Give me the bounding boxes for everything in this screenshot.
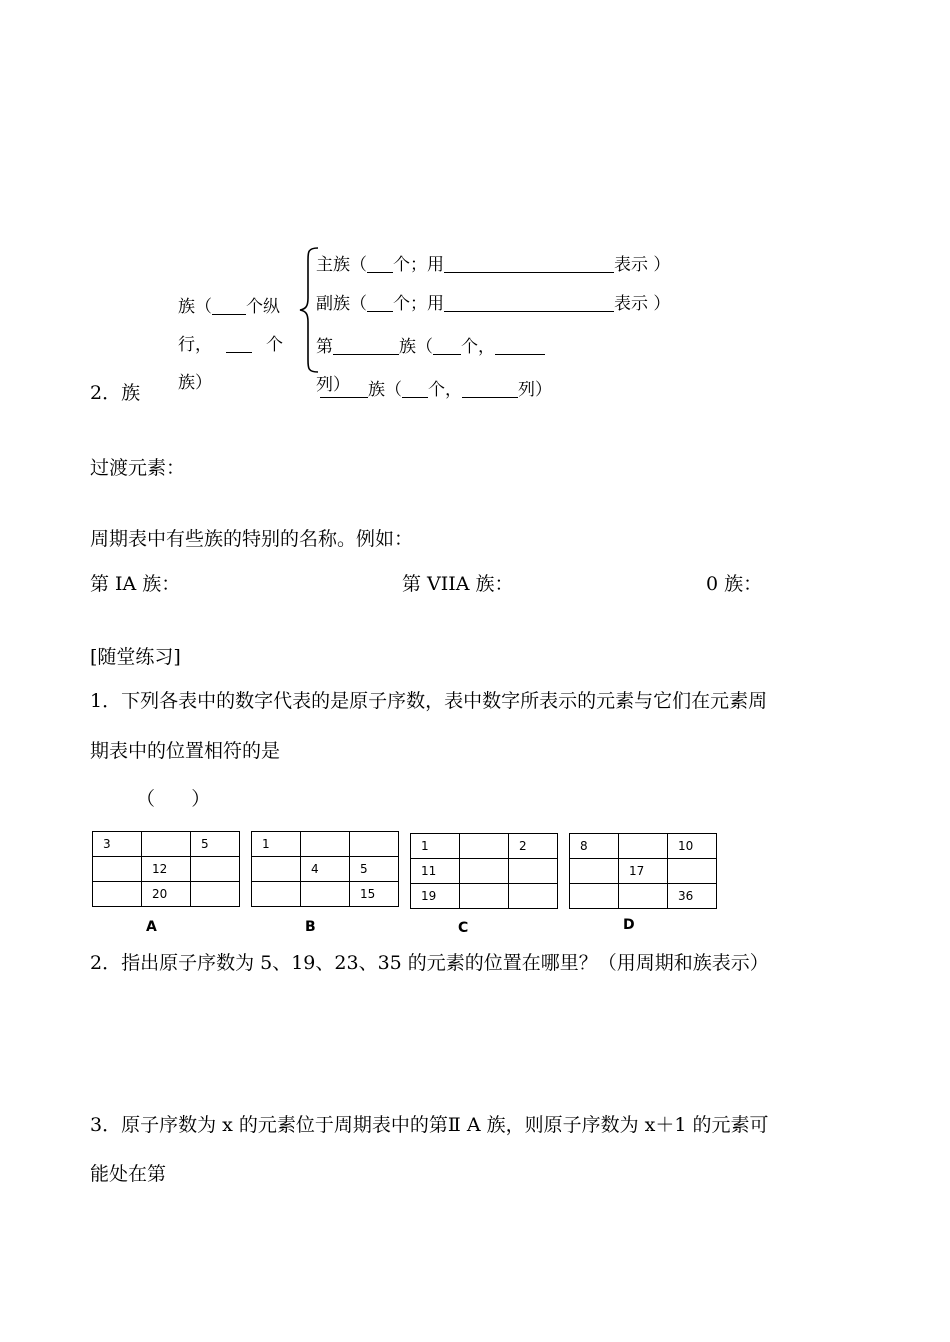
left-line-1 — [178, 292, 280, 317]
cell — [668, 859, 717, 884]
left-l2b: 个 — [266, 335, 283, 355]
answer-paren: （ ） — [136, 788, 211, 810]
viii-c: 个， — [461, 337, 495, 357]
main-c: 表示 ） — [614, 255, 671, 275]
group-zero-label: 0 族： — [706, 573, 763, 595]
cell — [93, 882, 142, 907]
section-label: 2．族 — [90, 382, 141, 404]
sub-b: 个；用 — [393, 294, 444, 314]
cell: 2 — [509, 834, 558, 859]
blank — [462, 379, 518, 398]
left-l2a: 行， — [178, 335, 212, 355]
left-line-3: 族） — [178, 373, 212, 393]
cell: 15 — [350, 882, 399, 907]
question-2: 2．指出原子序数为 5、19、23、35 的元素的位置在哪里？（用周期和族表示） — [90, 952, 769, 974]
left-l1a: 族（ — [178, 297, 212, 317]
option-d-label: D — [623, 917, 635, 933]
option-b-table — [251, 831, 399, 907]
zero-group-line — [320, 375, 552, 400]
cell: 36 — [668, 884, 717, 909]
cell: 8 — [570, 834, 619, 859]
blank — [212, 296, 246, 315]
cell: 1 — [411, 834, 460, 859]
main-group-line — [316, 250, 670, 275]
blank — [433, 336, 461, 355]
special-names-intro: 周期表中有些族的特别的名称。例如： — [90, 528, 414, 550]
viii-a: 第 — [316, 337, 333, 357]
cell — [301, 882, 350, 907]
sub-group-line — [316, 289, 670, 314]
cell — [93, 857, 142, 882]
question-3-line-1: 3．原子序数为 x 的元素位于周期表中的第Ⅱ A 族，则原子序数为 x＋1 的元素可 — [90, 1114, 769, 1136]
zero-a: 族（ — [368, 380, 402, 400]
group-viia-label: 第 VIIA 族： — [402, 573, 514, 595]
cell — [191, 882, 240, 907]
cell — [570, 859, 619, 884]
cell: 4 — [301, 857, 350, 882]
cell: 10 — [668, 834, 717, 859]
cell: 5 — [191, 832, 240, 857]
option-c-label: C — [458, 920, 469, 936]
cell: 3 — [93, 832, 142, 857]
transition-elements: 过渡元素： — [90, 457, 186, 479]
cell — [570, 884, 619, 909]
blank — [495, 336, 545, 355]
option-a-table — [92, 831, 240, 907]
cell — [252, 857, 301, 882]
cell — [460, 834, 509, 859]
main-b: 个；用 — [393, 255, 444, 275]
question-3-line-2: 能处在第 — [90, 1163, 167, 1185]
cell — [252, 882, 301, 907]
cell — [301, 832, 350, 857]
cell: 1 — [252, 832, 301, 857]
viii-b: 族（ — [399, 337, 433, 357]
blank — [444, 254, 614, 273]
practice-heading: [随堂练习] — [90, 646, 181, 668]
sub-a: 副族（ — [316, 294, 367, 314]
cell: 20 — [142, 882, 191, 907]
left-l1b: 个纵 — [246, 297, 280, 317]
cell — [460, 859, 509, 884]
option-b-label: B — [305, 919, 316, 935]
zero-c: 列） — [518, 380, 552, 400]
blank — [320, 379, 368, 398]
option-a-label: A — [146, 919, 157, 935]
group-ia-label: 第 IA 族： — [90, 573, 181, 595]
cell — [509, 884, 558, 909]
viii-group-line — [316, 332, 545, 357]
cell — [142, 832, 191, 857]
cell: 12 — [142, 857, 191, 882]
cell — [619, 884, 668, 909]
blank — [333, 336, 399, 355]
left-line-2 — [178, 330, 283, 355]
blank — [402, 379, 428, 398]
blank — [226, 334, 252, 353]
viii-group-line-2: 列） — [316, 375, 350, 395]
zero-b: 个， — [428, 380, 462, 400]
blank — [444, 293, 614, 312]
cell — [460, 884, 509, 909]
cell — [509, 859, 558, 884]
question-1-line-2: 期表中的位置相符的是 — [90, 740, 281, 762]
cell — [191, 857, 240, 882]
blank — [367, 254, 393, 273]
cell: 11 — [411, 859, 460, 884]
cell — [350, 832, 399, 857]
cell: 17 — [619, 859, 668, 884]
cell: 5 — [350, 857, 399, 882]
sub-c: 表示 ） — [614, 294, 671, 314]
blank — [367, 293, 393, 312]
option-c-table — [410, 833, 558, 909]
cell — [619, 834, 668, 859]
main-a: 主族（ — [316, 255, 367, 275]
option-d-table — [569, 833, 717, 909]
question-1-line-1: 1．下列各表中的数字代表的是原子序数，表中数字所表示的元素与它们在元素周 — [90, 690, 768, 712]
cell: 19 — [411, 884, 460, 909]
